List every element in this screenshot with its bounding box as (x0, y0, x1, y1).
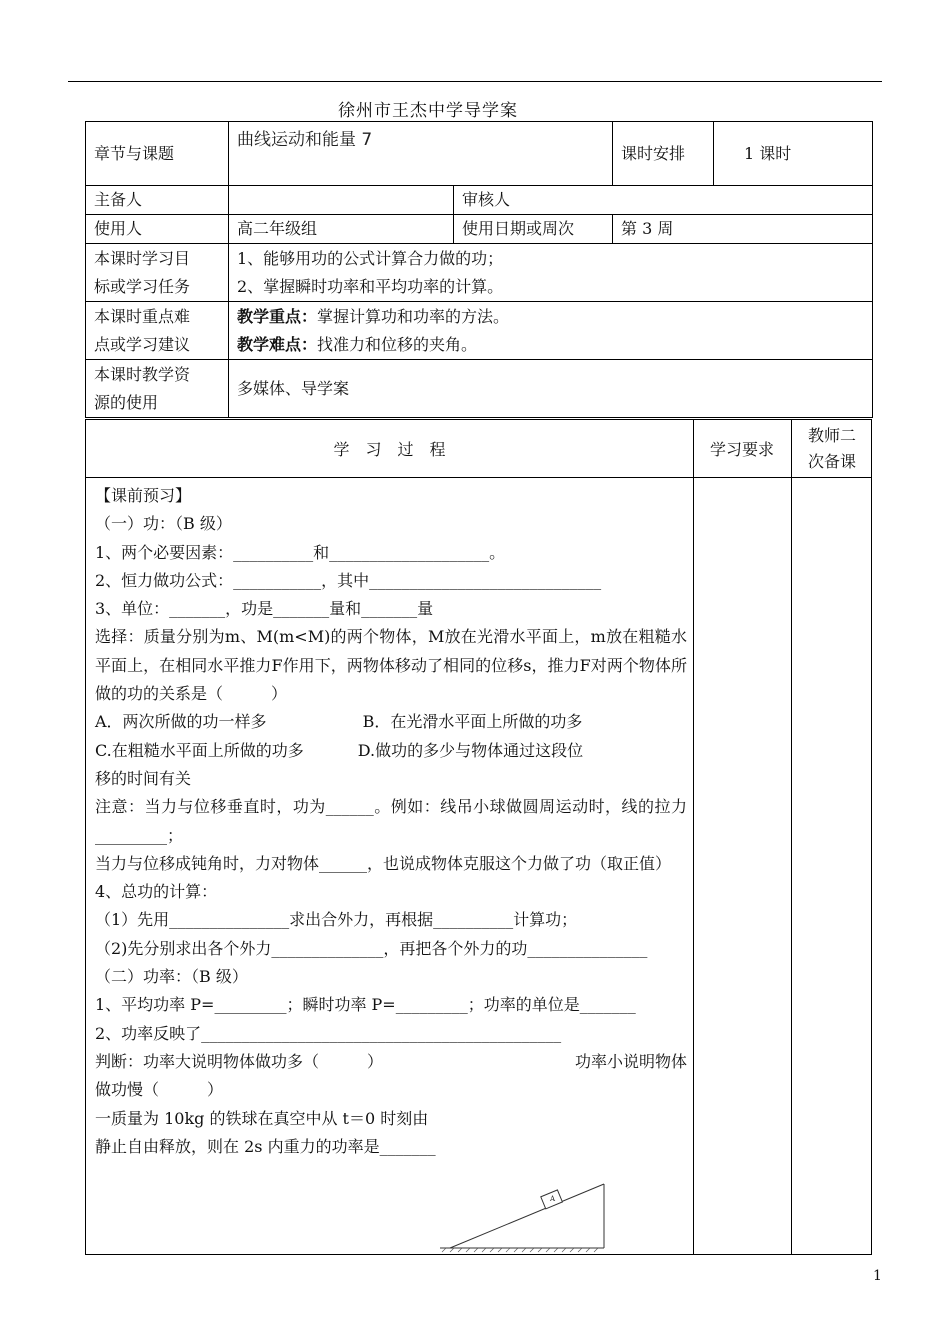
total-method-2: （2)先分别求出各个外力______________，再把各个外力的功_______________ (95, 938, 648, 958)
date-label: 使用日期或周次 (454, 215, 613, 244)
learning-process-table (85, 419, 872, 1255)
option-c: C.在粗糙水平面上所做的功多 (95, 740, 304, 760)
top-rule (68, 81, 882, 82)
column-divider (791, 420, 792, 1254)
chapter-value: 曲线运动和能量 7 (237, 129, 373, 150)
judge-a: 判断：功率大说明物体做功多（ ） (95, 1051, 384, 1071)
teacher-notes-heading: 教师二 次备课 (807, 425, 856, 471)
goal-content (229, 244, 873, 302)
preparer-value (229, 186, 454, 215)
judge-line (95, 1048, 687, 1076)
lesson-info-table (85, 121, 873, 418)
goal-2: 2、掌握瞬时功率和平均功率的计算。 (237, 277, 504, 296)
work-unit: 3、单位：_______，功是_______量和_______量 (95, 599, 434, 619)
goal-label: 本课时学习目 标或学习任务 (86, 244, 229, 302)
options-ab (95, 708, 687, 736)
header-divider (86, 477, 871, 478)
preview-heading: 【课前预习】 (95, 486, 192, 505)
process-heading: 学 习 过 程 (333, 440, 446, 459)
preparer-label: 主备人 (86, 186, 229, 215)
judge-b: 功率小说明物体 (574, 1051, 687, 1071)
schedule-label: 课时安排 (613, 122, 714, 186)
key-label: 本课时重点难 点或学习建议 (86, 302, 229, 360)
date-value: 第 3 周 (613, 215, 873, 244)
schedule-value: 1 课时 (714, 122, 873, 186)
goal-1: 1、能够用功的公式计算合力做的功； (237, 249, 504, 268)
process-content (95, 482, 687, 1161)
column-divider (693, 420, 694, 1254)
note-perpendicular: 注意：当力与位移垂直时，功为______。例如：线吊小球做圆周运动时，线的拉力_________； (95, 797, 687, 845)
power-meaning: 2、功率反映了_____________________________________________ (95, 1023, 562, 1043)
document-title: 徐州市王杰中学导学案 (338, 101, 518, 121)
option-a: A．两次所做的功一样多 (95, 712, 267, 732)
block-label: A (550, 1195, 556, 1203)
work-factors: 1、两个必要因素：__________和____________________。 (95, 542, 506, 562)
option-d-continued: 移的时间有关 (95, 768, 192, 788)
total-work-heading: 4、总功的计算： (95, 882, 218, 902)
key-point: 教学重点：掌握计算功和功率的方法。 (237, 307, 510, 326)
resource-label: 本课时教学资 源的使用 (86, 360, 229, 418)
page-number: 1 (873, 1268, 882, 1284)
difficulty-point: 教学难点：找准力和位移的夹角。 (237, 335, 478, 354)
note-obtuse: 当力与位移成钝角时，力对物体______，也说成物体克服这个力做了功（取正值） (95, 853, 672, 873)
power-formulas: 1、平均功率 P=_________；瞬时功率 P=_________；功率的单位是_______ (95, 995, 636, 1015)
question-line-1: 一质量为 10kg 的铁球在真空中从 t＝0 时刻由 (95, 1108, 429, 1128)
choice-question: 选择：质量分别为m、M(m<M)的两个物体，M放在光滑水平面上，m放在粗糙水平面上，在相同水平推力F作用下，两物体移动了相同的位移s，推力F对两个物体所做的功的关系是（ ） (95, 627, 687, 704)
judge-continued: 做功慢（ ） (95, 1080, 224, 1100)
chapter-value-cell (229, 122, 613, 186)
incline-figure (428, 1178, 612, 1254)
user-value: 高二年级组 (229, 215, 454, 244)
key-content (229, 302, 873, 360)
requirement-heading: 学习要求 (709, 440, 774, 459)
work-title: （一）功：（B 级） (95, 514, 232, 534)
total-method-1: （1）先用_______________求出合外力，再根据__________计算功； (95, 910, 578, 930)
option-d: D.做功的多少与物体通过这段位 (357, 740, 584, 760)
question-line-2: 静止自由释放，则在 2s 内重力的功率是_______ (95, 1136, 436, 1156)
user-label: 使用人 (86, 215, 229, 244)
reviewer-label: 审核人 (454, 186, 873, 215)
chapter-label: 章节与课题 (86, 122, 229, 186)
resource-value: 多媒体、导学案 (229, 360, 873, 418)
options-cd (95, 737, 687, 765)
option-b: B．在光滑水平面上所做的功多 (362, 712, 583, 732)
power-title: （二）功率：（B 级） (95, 967, 248, 987)
work-formula: 2、恒力做功公式：___________，其中_____________________________ (95, 570, 602, 590)
